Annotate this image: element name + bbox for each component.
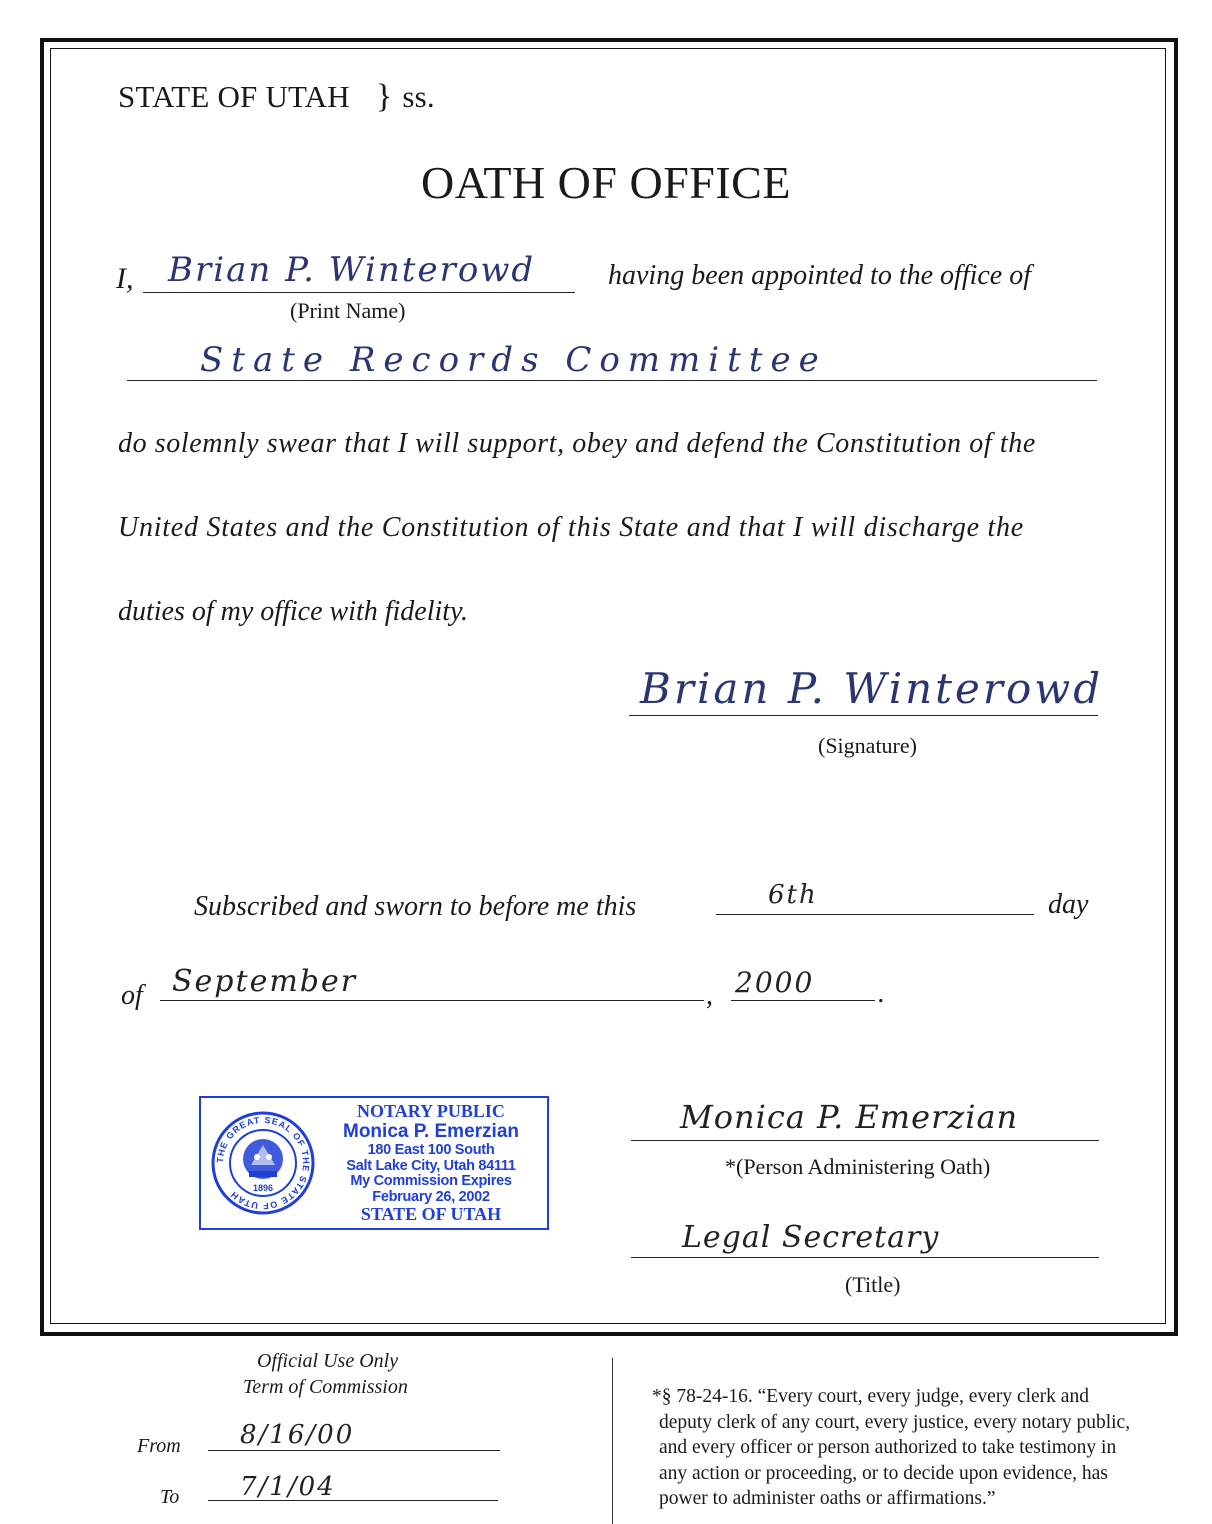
oath-line-1: do solemnly swear that I will support, obey and defend the Constitution of the <box>118 428 1036 459</box>
period-label: . <box>878 978 885 1009</box>
seal-ring-text: THE GREAT SEAL OF THE STATE OF UTAH <box>214 1114 312 1212</box>
seal-year: 1896 <box>252 1183 274 1193</box>
stamp-commission-date: February 26, 2002 <box>372 1188 490 1205</box>
month-handwriting: September <box>172 964 358 999</box>
title-handwriting: Legal Secretary <box>682 1220 940 1255</box>
signature-handwriting: Brian P. Winterowd <box>640 664 1104 713</box>
brace-glyph: } <box>375 78 393 115</box>
to-handwriting: 7/1/04 <box>240 1472 336 1502</box>
day-label: day <box>1048 889 1089 920</box>
from-handwriting: 8/16/00 <box>240 1420 355 1450</box>
title-caption: (Title) <box>845 1272 901 1297</box>
venue-line <box>118 78 435 116</box>
stamp-text-block <box>317 1100 545 1223</box>
stamp-city: Salt Lake City, Utah 84111 <box>346 1157 516 1174</box>
signature-caption: (Signature) <box>818 733 917 758</box>
state-label: STATE OF UTAH <box>118 79 350 114</box>
print-name-handwriting: Brian P. Winterowd <box>168 250 536 290</box>
of-label: of <box>121 980 143 1011</box>
ss-label: ss. <box>402 79 435 114</box>
administering-signature-handwriting: Monica P. Emerzian <box>680 1098 1019 1136</box>
term-heading: Term of Commission <box>243 1376 408 1398</box>
subscribed-text: Subscribed and sworn to before me this <box>194 891 637 922</box>
footnote-line-2: deputy clerk of any court, every justice, every notary public, <box>659 1411 1131 1433</box>
footnote-line-4: any action or proceeding, or to decide upon evidence, has <box>659 1462 1108 1484</box>
to-label: To <box>160 1486 180 1508</box>
vertical-divider <box>612 1358 613 1524</box>
state-seal-icon <box>211 1111 315 1215</box>
footnote-line-1: *§ 78-24-16. “Every court, every judge, every clerk and <box>652 1386 1089 1407</box>
stamp-address: 180 East 100 South <box>367 1142 495 1158</box>
oath-line-3: duties of my office with fidelity. <box>118 596 468 627</box>
comma-label: , <box>706 980 713 1011</box>
oath-line-2: United States and the Constitution of this State and that I will discharge the <box>118 512 1024 543</box>
day-field[interactable] <box>716 878 1034 915</box>
statute-footnote <box>652 1384 1182 1512</box>
footnote-line-5: power to administer oaths or affirmations.” <box>659 1488 996 1509</box>
official-use-heading: Official Use Only <box>257 1350 399 1372</box>
stamp-notary-name: Monica P. Emerzian <box>343 1121 519 1142</box>
from-label: From <box>137 1435 181 1457</box>
year-handwriting: 2000 <box>735 966 815 999</box>
stamp-state: STATE OF UTAH <box>360 1204 502 1224</box>
print-name-caption: (Print Name) <box>290 298 406 323</box>
stamp-commission-label: My Commission Expires <box>350 1173 512 1189</box>
i-prefix: I, <box>116 262 134 295</box>
day-handwriting: 6th <box>768 880 818 910</box>
office-handwriting: State Records Committee <box>200 340 827 380</box>
footnote-line-3: and every officer or person authorized to take testimony in <box>659 1437 1117 1458</box>
notary-stamp <box>199 1096 549 1230</box>
administering-caption: *(Person Administering Oath) <box>725 1154 991 1179</box>
page-title: OATH OF OFFICE <box>421 157 791 208</box>
appointed-text: having been appointed to the office of <box>608 260 1032 291</box>
stamp-notary-title: NOTARY PUBLIC <box>357 1101 505 1121</box>
